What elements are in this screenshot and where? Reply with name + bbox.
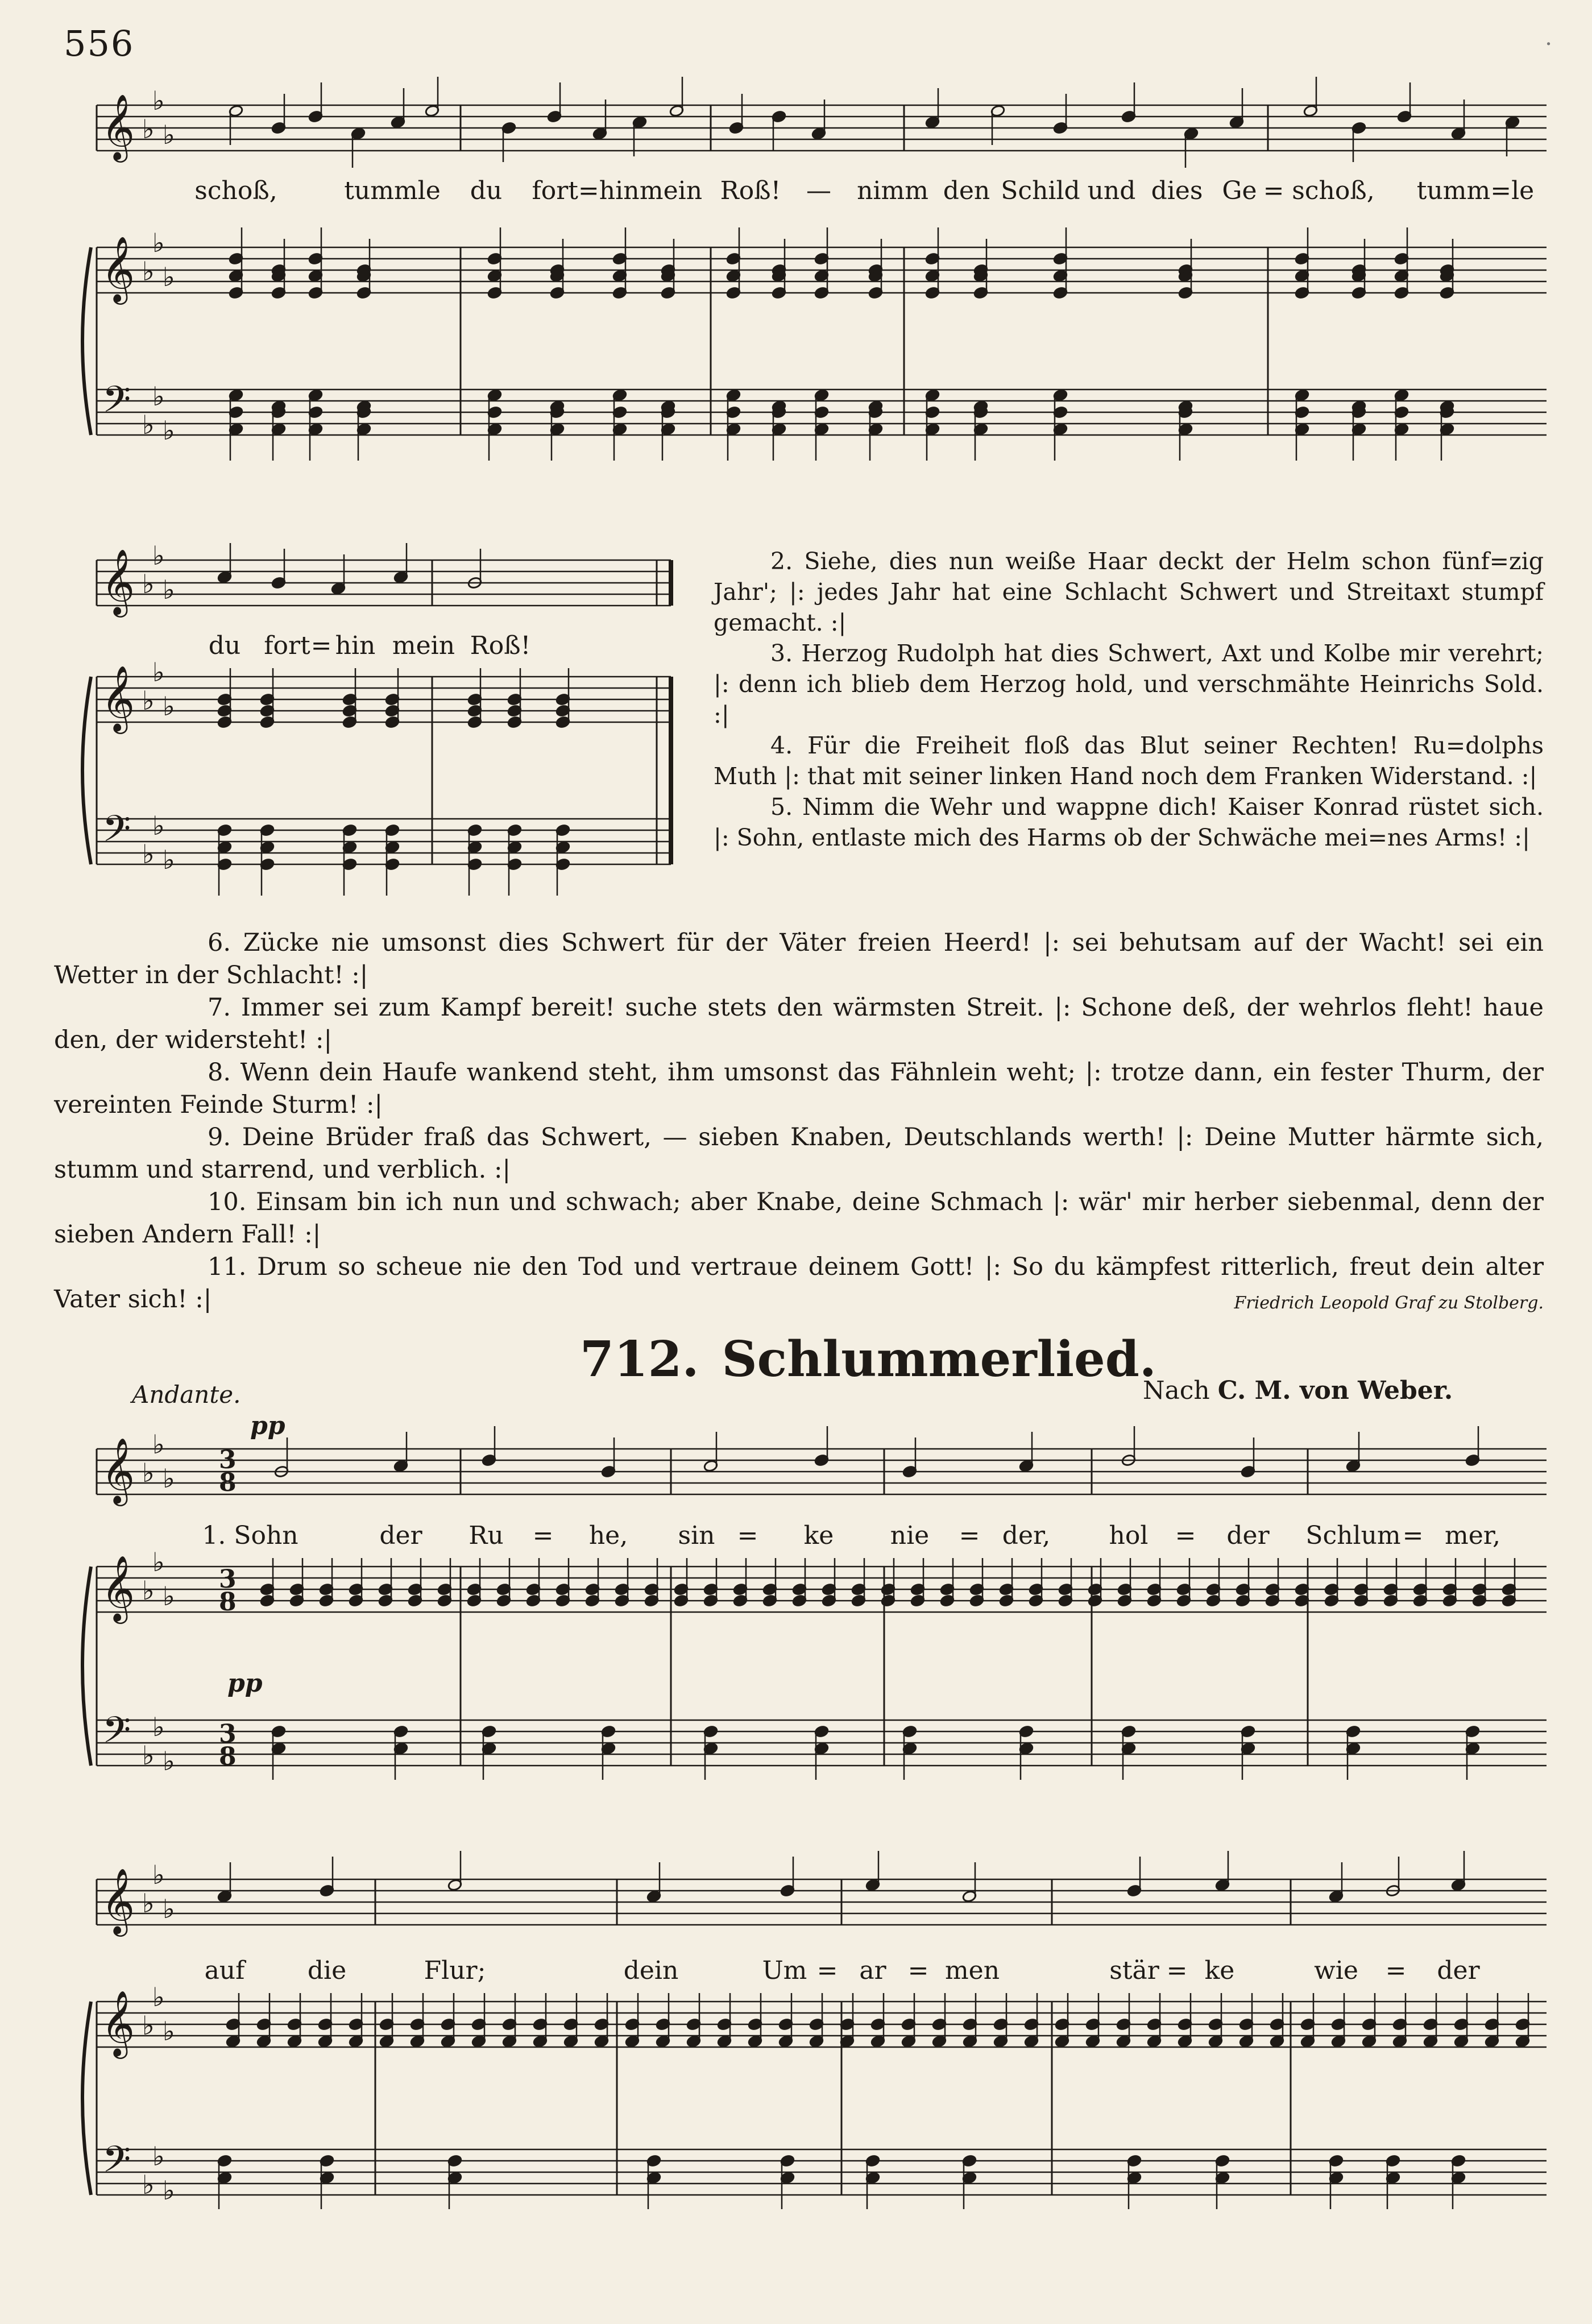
flat-sign: ♭ bbox=[142, 409, 155, 440]
flat-sign: ♭ bbox=[163, 1746, 175, 1776]
time-signature-voice bbox=[219, 1445, 237, 1497]
time-sig-top: 3 bbox=[219, 1445, 237, 1474]
lyric-syllable: Ge bbox=[1222, 176, 1257, 205]
flat-sign: ♭ bbox=[152, 657, 165, 687]
verse-7: 7. Immer sei zum Kampf bereit! suche stets den wärmsten Streit. |: Schone deß, der wehrlos fleht! haue den, der widersteht! :| bbox=[54, 993, 1544, 1054]
flat-sign: ♭ bbox=[163, 119, 175, 150]
lyric-syllable: mein bbox=[392, 631, 455, 660]
time-sig-top: 3 bbox=[219, 1720, 237, 1749]
time-signature-bass bbox=[219, 1720, 237, 1771]
lyric-syllable: men bbox=[944, 1956, 1000, 1985]
treble-clef: 𝄞 bbox=[101, 1555, 135, 1621]
flat-sign: ♭ bbox=[152, 1712, 165, 1742]
verse-4: 4. Für die Freiheit floß das Blut seiner Rechten! Ru=dolphs Muth |: that mit seiner linken Hand noch dem Franken Widerstand. :| bbox=[714, 732, 1544, 790]
lyric-syllable: mer, bbox=[1445, 1521, 1500, 1550]
time-signature-treble bbox=[219, 1565, 237, 1617]
brace bbox=[82, 247, 91, 435]
lyric-syllable: = bbox=[1385, 1956, 1407, 1985]
time-sig-bottom: 8 bbox=[219, 1588, 237, 1617]
lyric-syllable: dein bbox=[623, 1956, 679, 1985]
flat-sign: ♭ bbox=[152, 540, 165, 571]
lyric-syllable: = bbox=[959, 1521, 980, 1550]
lyric-syllable: schoß, bbox=[194, 176, 277, 205]
flat-sign: ♭ bbox=[163, 844, 175, 875]
flat-sign: ♭ bbox=[163, 1894, 175, 1924]
lyric-syllable: 1. Sohn bbox=[202, 1521, 298, 1550]
flat-sign: ♭ bbox=[142, 1457, 155, 1488]
verse-3: 3. Herzog Rudolph hat dies Schwert, Axt und Kolbe mir verehrt; |: denn ich blieb dem Herzog hold, und verschmähte Heinrichs Sold. :| bbox=[714, 640, 1544, 728]
lyric-syllable: nimm bbox=[857, 176, 928, 205]
flat-sign: ♭ bbox=[152, 381, 165, 412]
lyric-syllable: — bbox=[806, 176, 831, 205]
verse-11-text: 11. Drum so scheue nie den Tod und vertraue deinem Gott! |: So du kämpfest ritterlich, freut dein alter Vater sich! :| bbox=[54, 1253, 1544, 1314]
lyric-syllable: = bbox=[1175, 1521, 1196, 1550]
lyric-syllable: schoß, bbox=[1292, 176, 1375, 205]
flat-sign: ♭ bbox=[142, 1740, 155, 1771]
bass-clef: 𝄢 bbox=[102, 379, 131, 430]
brace bbox=[82, 677, 91, 864]
verse-11 bbox=[54, 1251, 1544, 1316]
lyric-syllable: der bbox=[379, 1521, 422, 1550]
lyric-syllable: = bbox=[532, 1521, 554, 1550]
flat-sign: ♭ bbox=[152, 810, 165, 841]
flat-sign: ♭ bbox=[163, 1581, 175, 1612]
verses-right-column bbox=[714, 546, 1544, 853]
verse-2: 2. Siehe, dies nun weiße Haar deckt der Helm schon fünf=zig Jahr'; |: jedes Jahr hat eine Schlacht Schwert und Streitaxt stumpf gemacht. :| bbox=[714, 548, 1544, 636]
lyric-syllable: Um bbox=[762, 1956, 807, 1985]
time-sig-bottom: 8 bbox=[219, 1468, 237, 1497]
lyrics-row-song2-system1 bbox=[0, 1521, 1592, 1555]
poet-attribution: Friedrich Leopold Graf zu Stolberg. bbox=[1234, 1293, 1544, 1313]
lyric-syllable: Roß! bbox=[470, 631, 531, 660]
composer-prefix: Nach bbox=[1143, 1376, 1210, 1405]
lyric-syllable: du bbox=[470, 176, 503, 205]
song-heading bbox=[580, 1331, 1156, 1388]
flat-sign: ♭ bbox=[142, 114, 155, 144]
treble-clef: 𝄞 bbox=[101, 548, 135, 615]
flat-sign: ♭ bbox=[163, 262, 175, 292]
lyric-syllable: Ru bbox=[469, 1521, 504, 1550]
time-sig-bottom: 8 bbox=[219, 1742, 237, 1771]
time-sig-top: 3 bbox=[219, 1565, 237, 1594]
lyric-syllable: ke bbox=[1204, 1956, 1235, 1985]
dynamic-voice: pp bbox=[250, 1411, 285, 1440]
flat-sign: ♭ bbox=[142, 569, 155, 599]
lyric-syllable: die bbox=[307, 1956, 347, 1985]
lyric-syllable: der, bbox=[1002, 1521, 1051, 1550]
flat-sign: ♭ bbox=[163, 1463, 175, 1494]
treble-clef: 𝄞 bbox=[101, 235, 135, 302]
song-title: Schlummerlied. bbox=[722, 1331, 1156, 1388]
flat-sign: ♭ bbox=[142, 2169, 155, 2200]
flat-sign: ♭ bbox=[142, 839, 155, 869]
dynamic-piano: pp bbox=[227, 1669, 263, 1698]
tempo-marking: Andante. bbox=[132, 1381, 241, 1409]
lyric-syllable: ar bbox=[859, 1956, 886, 1985]
lyric-syllable: = bbox=[1263, 176, 1284, 205]
treble-clef: 𝄞 bbox=[101, 93, 135, 160]
lyric-syllable: = bbox=[816, 1956, 838, 1985]
verse-9: 9. Deine Brüder fraß das Schwert, — sieben Knaben, Deutschlands werth! |: Deine Mutter härmte sich, stumm und starrend, und verblich. :| bbox=[54, 1123, 1544, 1184]
lyric-syllable: Roß! bbox=[720, 176, 781, 205]
lyric-syllable: = bbox=[737, 1521, 758, 1550]
flat-sign: ♭ bbox=[163, 2175, 175, 2206]
lyric-syllable: ke bbox=[803, 1521, 834, 1550]
lyric-syllable: nie bbox=[890, 1521, 930, 1550]
lyric-syllable: fort=hin bbox=[532, 176, 640, 205]
lyric-syllable: der bbox=[1226, 1521, 1270, 1550]
lyric-syllable: auf bbox=[204, 1956, 245, 1985]
bass-clef: 𝄢 bbox=[102, 2139, 131, 2190]
flat-sign: ♭ bbox=[152, 1547, 165, 1577]
flat-sign: ♭ bbox=[152, 1859, 165, 1890]
flat-sign: ♭ bbox=[142, 685, 155, 716]
lyric-syllable: wie bbox=[1314, 1956, 1358, 1985]
lyric-syllable: = bbox=[1166, 1956, 1188, 1985]
lyric-syllable: sin bbox=[678, 1521, 715, 1550]
flat-sign: ♭ bbox=[152, 1429, 165, 1460]
lyric-syllable: und bbox=[1087, 176, 1136, 205]
lyric-syllable: Schild bbox=[1001, 176, 1080, 205]
flat-sign: ♭ bbox=[163, 415, 175, 446]
lyric-syllable: du bbox=[208, 631, 241, 660]
lyrics-row-song2-system2 bbox=[0, 1956, 1592, 1990]
verse-6: 6. Zücke nie umsonst dies Schwert für der Väter freien Heerd! |: sei behutsam auf der Wacht! sei ein Wetter in der Schlacht! :| bbox=[54, 929, 1544, 989]
flat-sign: ♭ bbox=[142, 256, 155, 287]
lyrics-row-song1-system1 bbox=[0, 176, 1592, 210]
flat-sign: ♭ bbox=[152, 85, 165, 116]
bass-clef: 𝄢 bbox=[102, 1709, 131, 1760]
lyric-syllable: = bbox=[1402, 1521, 1424, 1550]
verse-10: 10. Einsam bin ich nun und schwach; aber Knabe, deine Schmach |: wär' mir herber siebenmal, denn der sieben Andern Fall! :| bbox=[54, 1188, 1544, 1249]
lyric-syllable: hol bbox=[1109, 1521, 1149, 1550]
treble-clef: 𝄞 bbox=[101, 665, 135, 731]
lyric-syllable: he, bbox=[588, 1521, 628, 1550]
song-number: 712. bbox=[580, 1331, 699, 1388]
flat-sign: ♭ bbox=[142, 1888, 155, 1919]
lyric-syllable: dies bbox=[1151, 176, 1203, 205]
flat-sign: ♭ bbox=[152, 227, 165, 258]
lyric-syllable: tumm=le bbox=[1416, 176, 1535, 205]
lyric-syllable: = bbox=[907, 1956, 929, 1985]
verse-8: 8. Wenn dein Haufe wankend steht, ihm umsonst das Fähnlein weht; |: trotze dann, ein fester Thurm, der vereinten Feinde Sturm! :| bbox=[54, 1058, 1544, 1119]
bass-clef: 𝄢 bbox=[102, 808, 131, 859]
lyric-syllable: den bbox=[943, 176, 990, 205]
flat-sign: ♭ bbox=[163, 2016, 175, 2047]
flat-sign: ♭ bbox=[163, 574, 175, 605]
lyric-syllable: tummle bbox=[344, 176, 441, 205]
flat-sign: ♭ bbox=[142, 2010, 155, 2041]
brace bbox=[82, 1567, 91, 1766]
composer-name: C. M. von Weber. bbox=[1217, 1376, 1453, 1405]
lyric-syllable: = bbox=[310, 631, 332, 660]
lyric-syllable: mein bbox=[639, 176, 703, 205]
composer-credit bbox=[1143, 1376, 1453, 1405]
treble-clef: 𝄞 bbox=[101, 1867, 135, 1934]
treble-clef: 𝄞 bbox=[101, 1990, 135, 2056]
page-number: 556 bbox=[64, 23, 135, 64]
lyric-syllable: hin bbox=[335, 631, 376, 660]
brace bbox=[82, 2002, 91, 2195]
lyric-syllable: der bbox=[1437, 1956, 1480, 1985]
lyrics-row-song1-system2 bbox=[0, 631, 682, 665]
verses-full-width bbox=[54, 927, 1544, 1319]
treble-clef: 𝄞 bbox=[101, 1437, 135, 1503]
flat-sign: ♭ bbox=[152, 1982, 165, 2012]
lyric-syllable: fort bbox=[264, 631, 310, 660]
lyric-syllable: Flur; bbox=[424, 1956, 486, 1985]
verse-5: 5. Nimm die Wehr und wappne dich! Kaiser Konrad rüstet sich. |: Sohn, entlaste mich des Harms ob der Schwäche mei=nes Arms! :| bbox=[714, 793, 1544, 851]
flat-sign: ♭ bbox=[152, 2141, 165, 2172]
lyric-syllable: stär bbox=[1109, 1956, 1159, 1985]
flat-sign: ♭ bbox=[142, 1575, 155, 1606]
flat-sign: ♭ bbox=[163, 691, 175, 722]
lyric-syllable: Schlum bbox=[1305, 1521, 1401, 1550]
corner-mark: · bbox=[1545, 31, 1552, 57]
